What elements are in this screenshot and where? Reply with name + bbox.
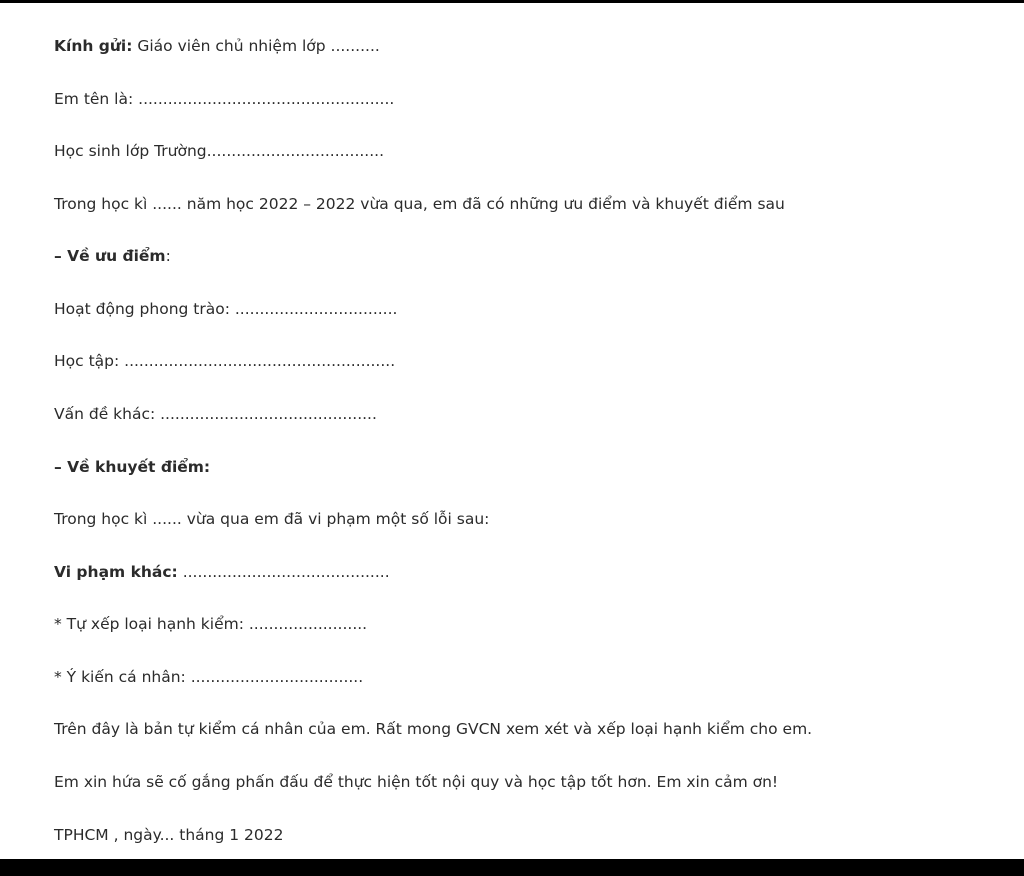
personal-opinion-line: * Ý kiến cá nhân: ................................... bbox=[54, 668, 364, 686]
violations-intro-line: Trong học kì ...... vừa qua em đã vi phạm một số lỗi sau: bbox=[54, 510, 490, 528]
other-issues-line: Vấn đề khác: ............................................ bbox=[54, 405, 377, 423]
closing-line-1: Trên đây là bản tự kiểm cá nhân của em. Rất mong GVCN xem xét và xếp loại hạnh kiểm cho em. bbox=[54, 720, 813, 738]
self-rating-line: * Tự xếp loại hạnh kiểm: ........................ bbox=[54, 615, 368, 633]
bottom-bar bbox=[0, 859, 1024, 876]
document-page bbox=[0, 3, 1024, 859]
other-violations-line bbox=[54, 562, 390, 582]
strengths-heading-label: – Về ưu điểm bbox=[54, 247, 166, 265]
study-line: Học tập: ....................................................... bbox=[54, 352, 396, 370]
name-line: Em tên là: .................................................... bbox=[54, 90, 395, 108]
closing-line-2: Em xin hứa sẽ cố gắng phấn đấu để thực hiện tốt nội quy và học tập tốt hơn. Em xin cảm ơn! bbox=[54, 773, 779, 791]
recipient-value: Giáo viên chủ nhiệm lớp .......... bbox=[132, 37, 380, 55]
strengths-heading-suffix: : bbox=[165, 247, 171, 265]
weaknesses-heading: – Về khuyết điểm: bbox=[54, 458, 211, 476]
class-school-line: Học sinh lớp Trường.................................... bbox=[54, 142, 385, 160]
recipient-line bbox=[54, 36, 380, 56]
activities-line: Hoạt động phong trào: ................................. bbox=[54, 300, 398, 318]
other-violations-value: .......................................... bbox=[177, 563, 390, 581]
other-violations-label: Vi phạm khác: bbox=[54, 563, 178, 581]
recipient-label: Kính gửi: bbox=[54, 37, 133, 55]
strengths-heading bbox=[54, 246, 171, 266]
place-date-line: TPHCM , ngày... tháng 1 2022 bbox=[54, 826, 284, 844]
intro-line: Trong học kì ...... năm học 2022 – 2022 vừa qua, em đã có những ưu điểm và khuyết điểm sau bbox=[54, 195, 785, 213]
